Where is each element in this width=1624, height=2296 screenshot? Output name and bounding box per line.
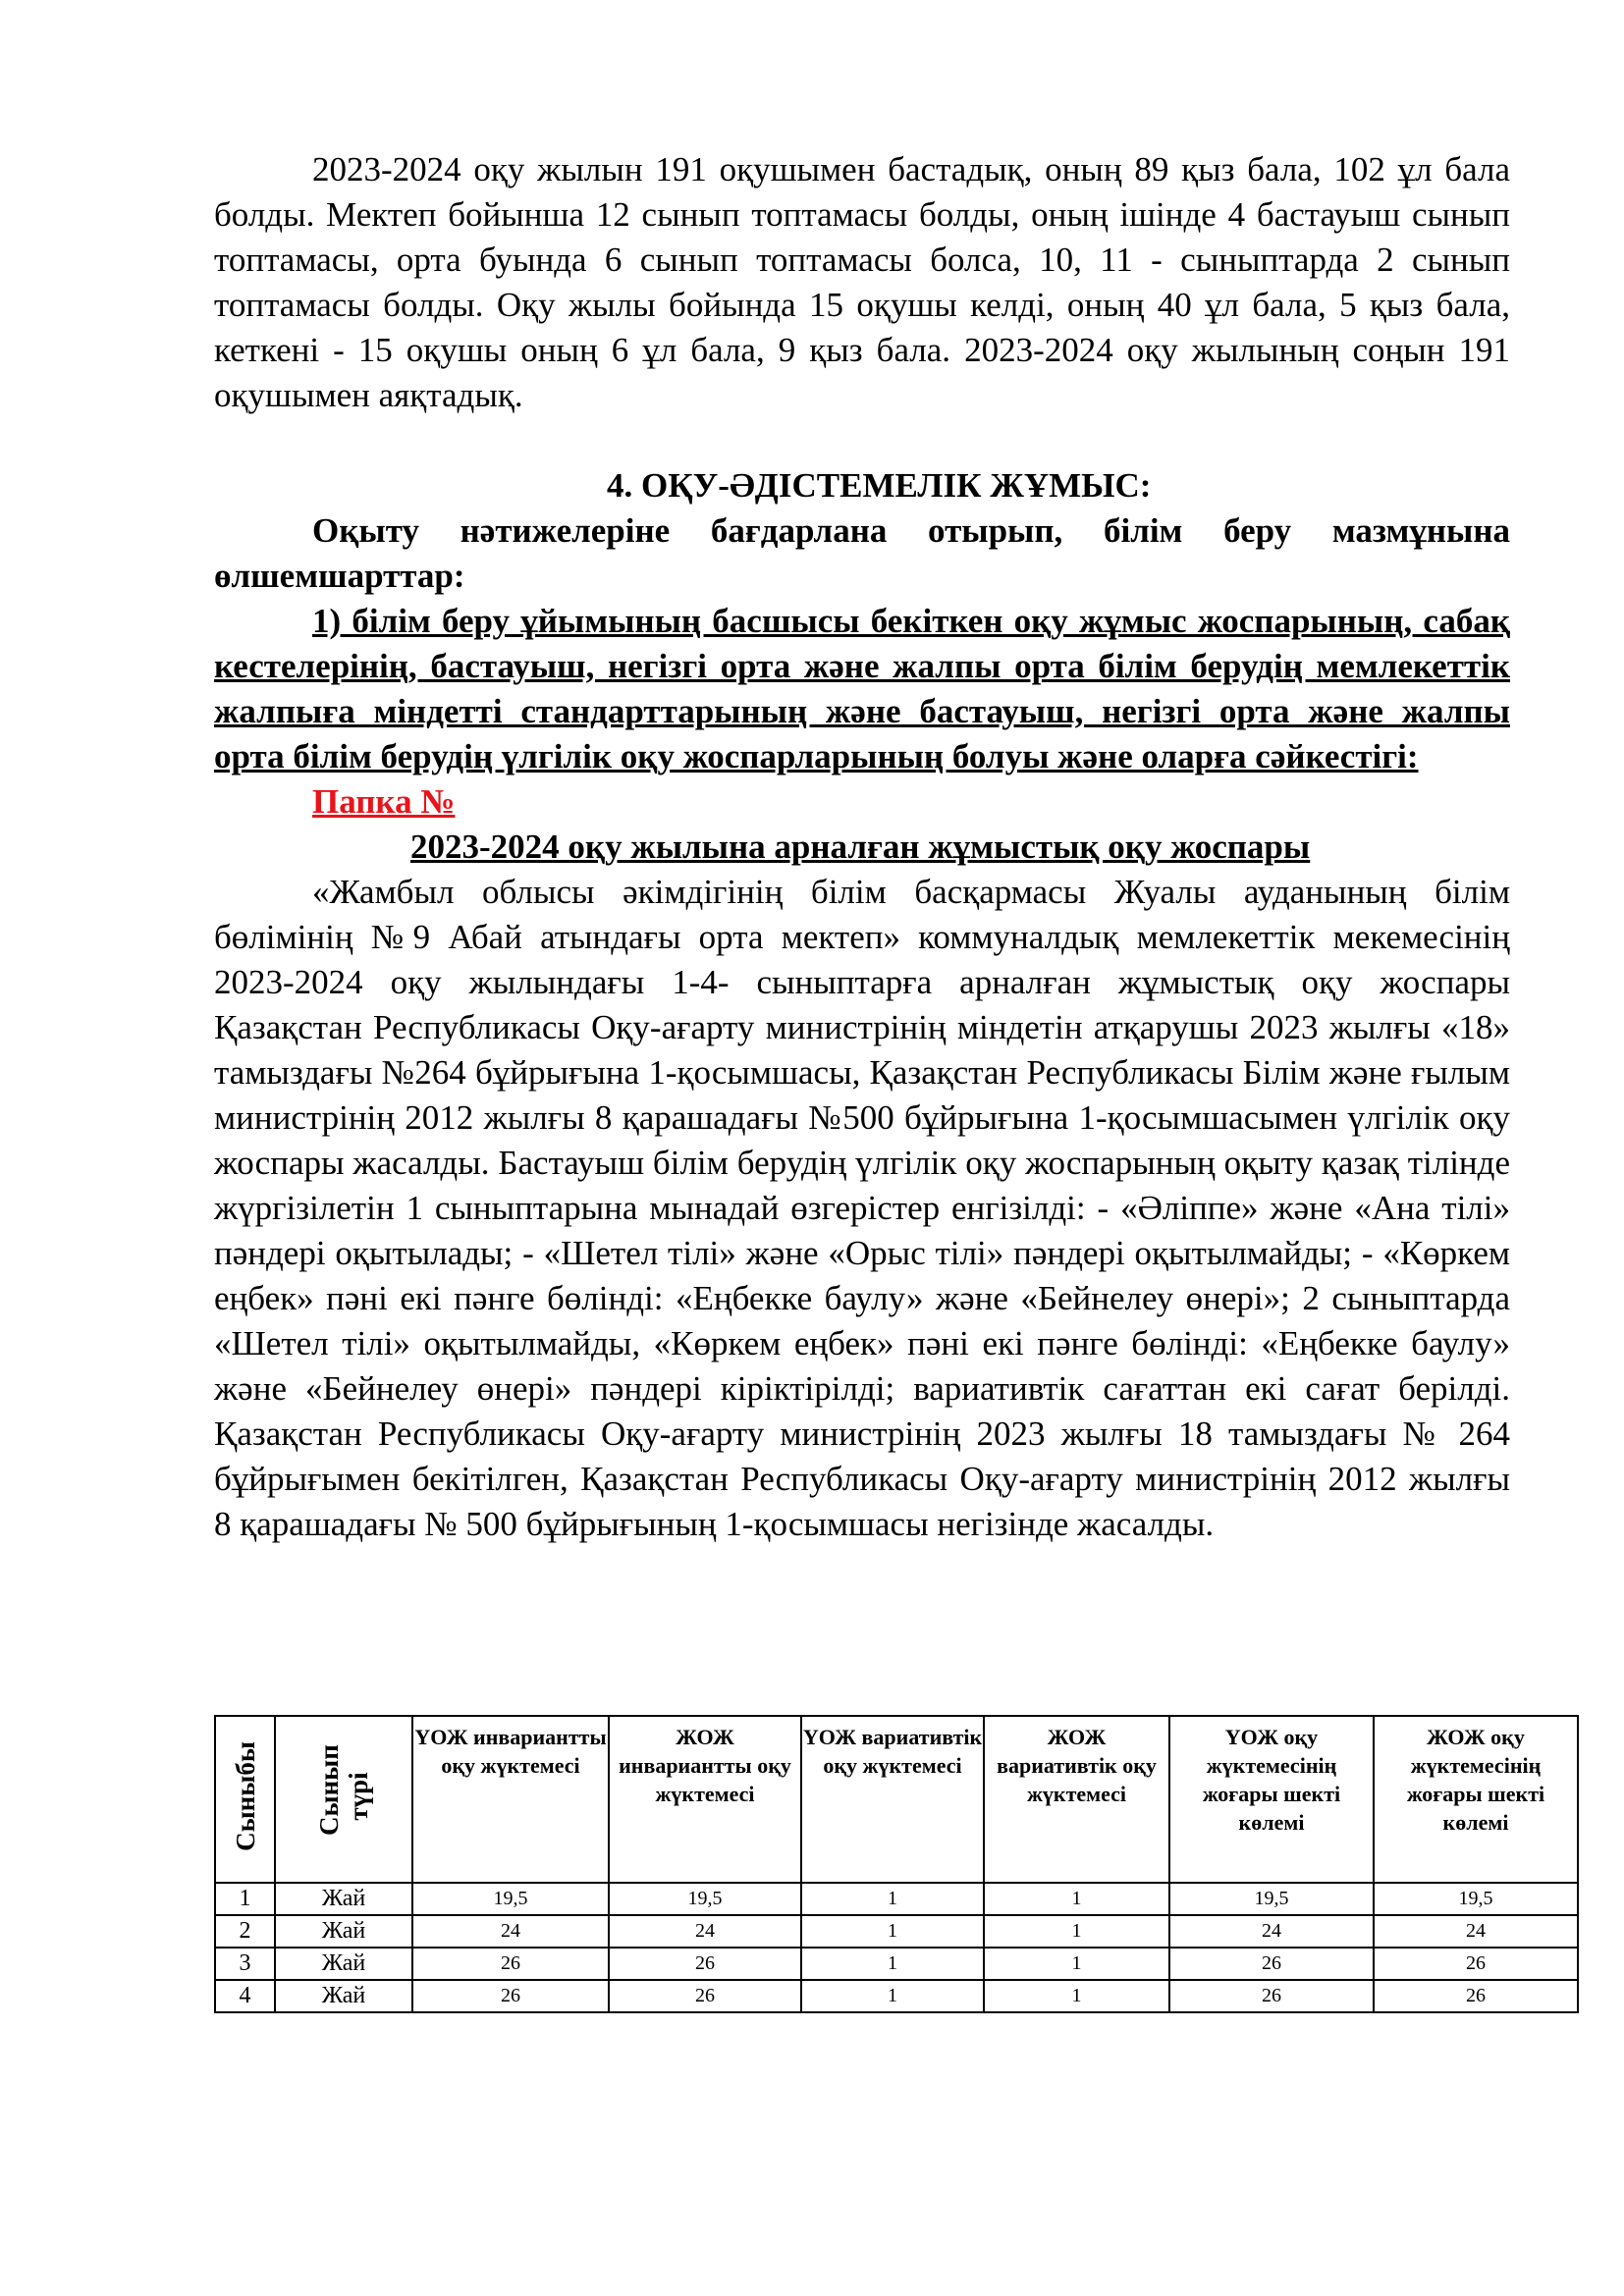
cell-uoj-variative: 1 — [801, 1980, 984, 2012]
cell-grade: 1 — [215, 1883, 275, 1915]
cell-uoj-max: 24 — [1169, 1915, 1374, 1948]
cell-zhoj-max: 26 — [1374, 1948, 1578, 1980]
cell-class-type: Жай — [275, 1980, 412, 2012]
header-uoj-invariant: ҮОЖ инвариантты оқу жүктемесі — [412, 1716, 609, 1883]
cell-zhoj-max: 26 — [1374, 1980, 1578, 2012]
criteria-heading: Оқыту нәтижелеріне бағдарлана отырып, білім беру мазмұнына өлшемшарттар: — [214, 511, 1510, 595]
cell-zhoj-variative: 1 — [984, 1980, 1169, 2012]
intro-paragraph: 2023-2024 оқу жылын 191 оқушымен бастадық, оның 89 қыз бала, 102 ұл бала болды. Мектеп бойынша 12 сынып топтамасы болды, оның ішінде 4 бастауыш сынып топтамасы, орта буында 6 сынып топтамасы болса, 10, 11 - сыныптарда 2 сынып топтамасы болды. Оқу жылы бойында 15 оқушы келді, оның 40 ұл бала, 5 қыз бала, кеткені - 15 оқушы оның 6 ұл бала, 9 қыз бала. 2023-2024 оқу жылының соңын 191 оқушымен аяқтадық. — [214, 150, 1510, 414]
cell-zhoj-variative: 1 — [984, 1948, 1169, 1980]
header-grade — [215, 1716, 275, 1883]
section-heading: 4. ОҚУ-ӘДІСТЕМЕЛІК ЖҰМЫС: — [607, 466, 1152, 505]
plan-title: 2023-2024 оқу жылына арналған жұмыстық оқу жоспары — [410, 828, 1311, 866]
cell-class-type: Жай — [275, 1915, 412, 1948]
header-zhoj-invariant: ЖОЖ инвариантты оқу жүктемесі — [609, 1716, 801, 1883]
cell-zhoj-invariant: 26 — [609, 1980, 801, 2012]
cell-zhoj-variative: 1 — [984, 1915, 1169, 1948]
cell-grade: 2 — [215, 1915, 275, 1948]
cell-zhoj-invariant: 26 — [609, 1948, 801, 1980]
cell-uoj-invariant: 26 — [412, 1948, 609, 1980]
table-row — [215, 1915, 1578, 1948]
cell-uoj-variative: 1 — [801, 1948, 984, 1980]
cell-uoj-invariant: 26 — [412, 1980, 609, 2012]
cell-uoj-max: 19,5 — [1169, 1883, 1374, 1915]
document-body — [214, 147, 1510, 1547]
cell-uoj-variative: 1 — [801, 1883, 984, 1915]
cell-zhoj-variative: 1 — [984, 1883, 1169, 1915]
cell-class-type: Жай — [275, 1948, 412, 1980]
cell-uoj-max: 26 — [1169, 1948, 1374, 1980]
cell-uoj-invariant: 24 — [412, 1915, 609, 1948]
header-uoj-max: ҮОЖ оқу жүктемесінің жоғары шекті көлемі — [1169, 1716, 1374, 1883]
header-zhoj-max: ЖОЖ оқу жүктемесінің жоғары шекті көлемі — [1374, 1716, 1578, 1883]
header-grade-label: Сыныбы — [230, 1741, 260, 1851]
folder-label: Папка № — [312, 782, 456, 821]
cell-uoj-max: 26 — [1169, 1980, 1374, 2012]
cell-uoj-invariant: 19,5 — [412, 1883, 609, 1915]
header-class-type-label: Сынып түрі — [314, 1744, 373, 1836]
header-uoj-variative: ҮОЖ вариативтік оқу жүктемесі — [801, 1716, 984, 1883]
plan-body-paragraph: «Жамбыл облысы әкімдігінің білім басқармасы Жуалы ауданының білім бөлімінің №9 Абай атындағы орта мектеп» коммуналдық мемлекеттік мекемесінің 2023-2024 оқу жылындағы 1-4- сыныптарға арналған жұмыстық оқу жоспары Қазақстан Республикасы Оқу-ағарту министрінің міндетін атқарушы 2023 жылғы «18» тамыздағы №264 бұйрығына 1-қосымшасы, Қазақстан Республикасы Білім және ғылым министрінің 2012 жылғы 8 қарашадағы №500 бұйрығына 1-қосымшасымен үлгілік оқу жоспары жасалды. Бастауыш білім берудің үлгілік оқу жоспарының оқыту қазақ тілінде жүргізілетін 1 сыныптарына мынадай өзгерістер енгізілді: - «Әліппе» және «Ана тілі» пәндері оқытылады; - «Шетел тілі» және «Орыс тілі» пәндері оқытылмайды; - «Көркем еңбек» пәні екі пәнге бөлінді: «Еңбекке баулу» және «Бейнелеу өнері»; 2 сыныптарда «Шетел тілі» оқытылмайды, «Көркем еңбек» пәні екі пәнге бөлінді: «Еңбекке баулу» және «Бейнелеу өнері» пәндері кіріктірілді; вариативтік сағаттан екі сағат берілді. Қазақстан Республикасы Оқу-ағарту министрінің 2023 жылғы 18 тамыздағы № 264 бұйрығымен бекітілген, Қазақстан Республикасы Оқу-ағарту министрінің 2012 жылғы 8 қарашадағы № 500 бұйрығының 1-қосымшасы негізінде жасалды. — [214, 873, 1510, 1543]
cell-zhoj-invariant: 19,5 — [609, 1883, 801, 1915]
table-header-row — [215, 1716, 1578, 1883]
header-zhoj-variative: ЖОЖ вариативтік оқу жүктемесі — [984, 1716, 1169, 1883]
table-row — [215, 1980, 1578, 2012]
criterion-1: 1) білім беру ұйымының басшысы бекіткен оқу жұмыс жоспарының, сабақ кестелерінің, бастауыш, негізгі орта және жалпы орта білім берудің мемлекеттік жалпыға міндетті стандарттарының және бастауыш, негізгі орта және жалпы орта білім берудің үлгілік оқу жоспарларының болуы және оларға сәйкестігі: — [214, 602, 1510, 775]
cell-grade: 4 — [215, 1980, 275, 2012]
cell-zhoj-invariant: 24 — [609, 1915, 801, 1948]
cell-zhoj-max: 19,5 — [1374, 1883, 1578, 1915]
cell-class-type: Жай — [275, 1883, 412, 1915]
study-load-table — [214, 1715, 1579, 2013]
cell-grade: 3 — [215, 1948, 275, 1980]
cell-zhoj-max: 24 — [1374, 1915, 1578, 1948]
table-row — [215, 1883, 1578, 1915]
header-class-type — [275, 1716, 412, 1883]
table-row — [215, 1948, 1578, 1980]
cell-uoj-variative: 1 — [801, 1915, 984, 1948]
